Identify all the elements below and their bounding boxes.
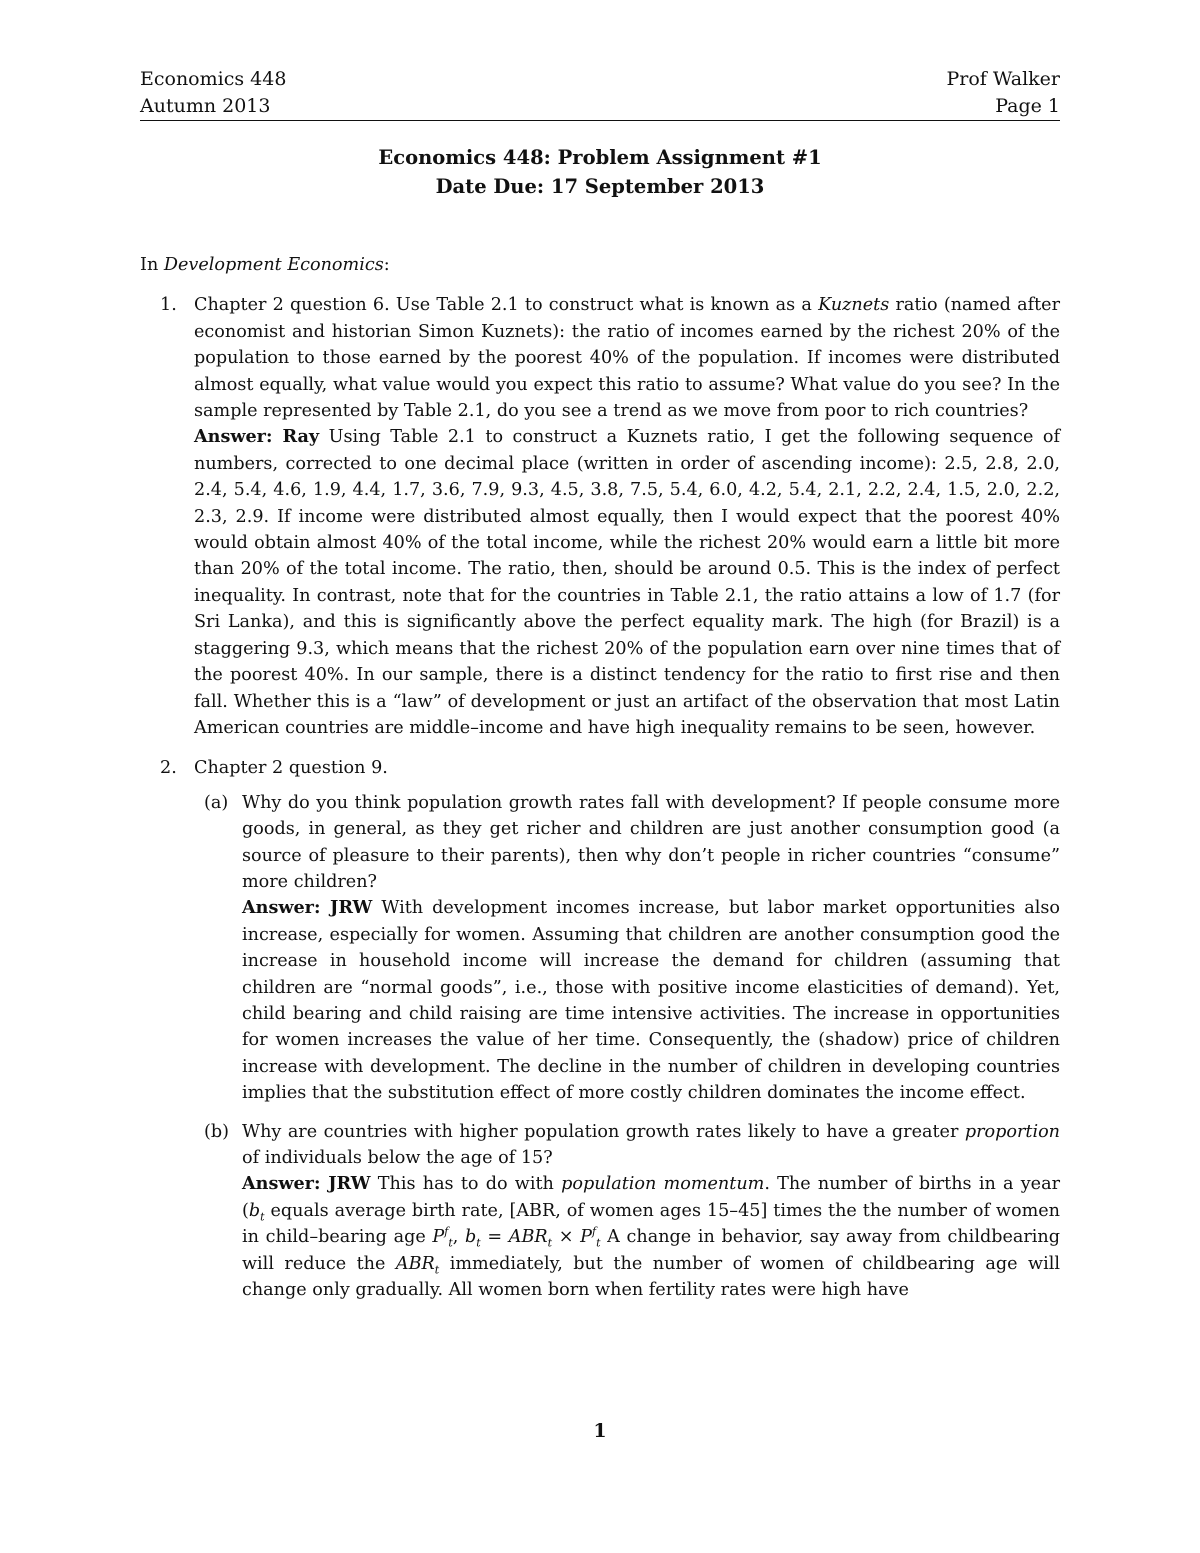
header-right: [947, 66, 1061, 120]
term: Autumn 2013: [140, 95, 271, 117]
instructor: Prof Walker: [946, 68, 1060, 90]
answer-1-text: Answer: Ray Using Table 2.1 to construct a Kuznets ratio, I get the following sequence of numbers, corrected to one decimal place (written in order of ascending income): 2.5, 2.8, 2.0, 2.4, 5.4, 4.6, 1.9, 4.4, 1.7, 3.6, 7.9, 9.3, 4.5, 3.8, 7.5, 5.4, 6.0, 4.2, 5.4, 2.1, 2.2, 2.4, 1.5, 2.0, 2.2, 2.3, 2.9. If income were distributed almost equally, then I would expect that the poorest 40% would obtain almost 40% of the total income, while the richest 20% would earn a little bit more than 20% of the total income. The ratio, then, should be around 0.5. This is the index of perfect inequality. In contrast, note that for the countries in Table 2.1, the ratio attains a low of 1.7 (for Sri Lanka), and this is significantly above the perfect equality mark. The high (for Brazil) is a staggering 9.3, which means that the richest 20% of the population earn over nine times that of the poorest 40%. In our sample, there is a distinct tendency for the ratio to first rise and then fall. Whether this is a “law” of development or just an artifact of the observation that most Latin American countries are middle–income and have high inequality remains to be seen, however.: [194, 426, 1060, 738]
title-line-1: Economics 448: Problem Assignment #1: [378, 146, 822, 169]
question-2b: [194, 1119, 1060, 1304]
document-body: [140, 252, 1060, 1317]
question-number: 2.: [160, 758, 177, 779]
page-label: Page 1: [995, 95, 1060, 117]
answer-label: Answer: JRW: [242, 1173, 371, 1195]
math-equation: = ABR: [480, 1227, 548, 1248]
math-b: b: [248, 1200, 261, 1221]
answer-label: Answer: JRW: [242, 897, 373, 919]
question-2b-text: Why are countries with higher population growth rates likely to have a greater proportion of individuals below the age of 15?: [242, 1121, 1060, 1168]
question-2-heading: Chapter 2 question 9.: [194, 758, 388, 779]
question-2a-text: Why do you think population growth rates fall with development? If people consume more goods, in general, as they get richer and children are just another consumption good (a source of pleasure to their parents), then why don’t people in richer countries “consume” more children?: [242, 792, 1060, 892]
intro-line: In Development Economics:: [140, 255, 390, 275]
question-2a: [194, 790, 1060, 1107]
question-2: [140, 755, 1060, 1303]
document-title: [140, 143, 1060, 201]
answer-label: Answer: Ray: [194, 426, 320, 448]
answer-2a-text: Answer: JRW With development incomes increase, but labor market opportunities also increase, especially for women. Assuming that children are another consumption good the increase in household income will increase the demand for children (assuming that children are “normal goods”, i.e., those with positive income elasticities of demand). Yet, child bearing and child raising are time intensive activities. The increase in opportunities for women increases the value of her time. Consequently, the (shadow) price of children increase with development. The decline in the number of children in developing countries implies that the substitution effect of more costly children dominates the income effect.: [242, 897, 1060, 1104]
title-line-2: Date Due: 17 September 2013: [435, 175, 765, 198]
answer-2b-text: Answer: JRW This has to do with population momentum. The number of births in a year ($b_t$ equals average birth rate, [ABR, of women ages 15–45] times the the number of women in child–bearing age $P^f_t$, $b_t = ABR_t \times P^f_t$ A change in behavior, say away from childbearing will reduce the $ABR_t$ immediately, but the number of women of childbearing age will change only gradually. All women born when fertility rates were high have: [242, 1173, 1060, 1301]
question-number: 1.: [160, 295, 177, 316]
book-title: Development Economics: [163, 255, 384, 275]
math-p: P: [432, 1227, 445, 1248]
question-1-text: Chapter 2 question 6. Use Table 2.1 to construct what is known as a Kuznets ratio (named after economist and historian Simon Kuznets): the ratio of incomes earned by the richest 20% of the population to those earned by the poorest 40% of the population. If incomes were distributed almost equally, what value would you expect this ratio to assume? What value do you see? In the sample represented by Table 2.1, do you see a trend as we move from poor to rich countries?: [194, 295, 1060, 422]
header-left: [140, 66, 286, 120]
sub-label: (a): [204, 792, 229, 813]
course-name: Economics 448: [140, 68, 287, 90]
header-rule: [140, 120, 1060, 121]
page-number: 1: [593, 1420, 607, 1442]
question-1: [140, 292, 1060, 741]
sub-label: (b): [204, 1121, 229, 1142]
